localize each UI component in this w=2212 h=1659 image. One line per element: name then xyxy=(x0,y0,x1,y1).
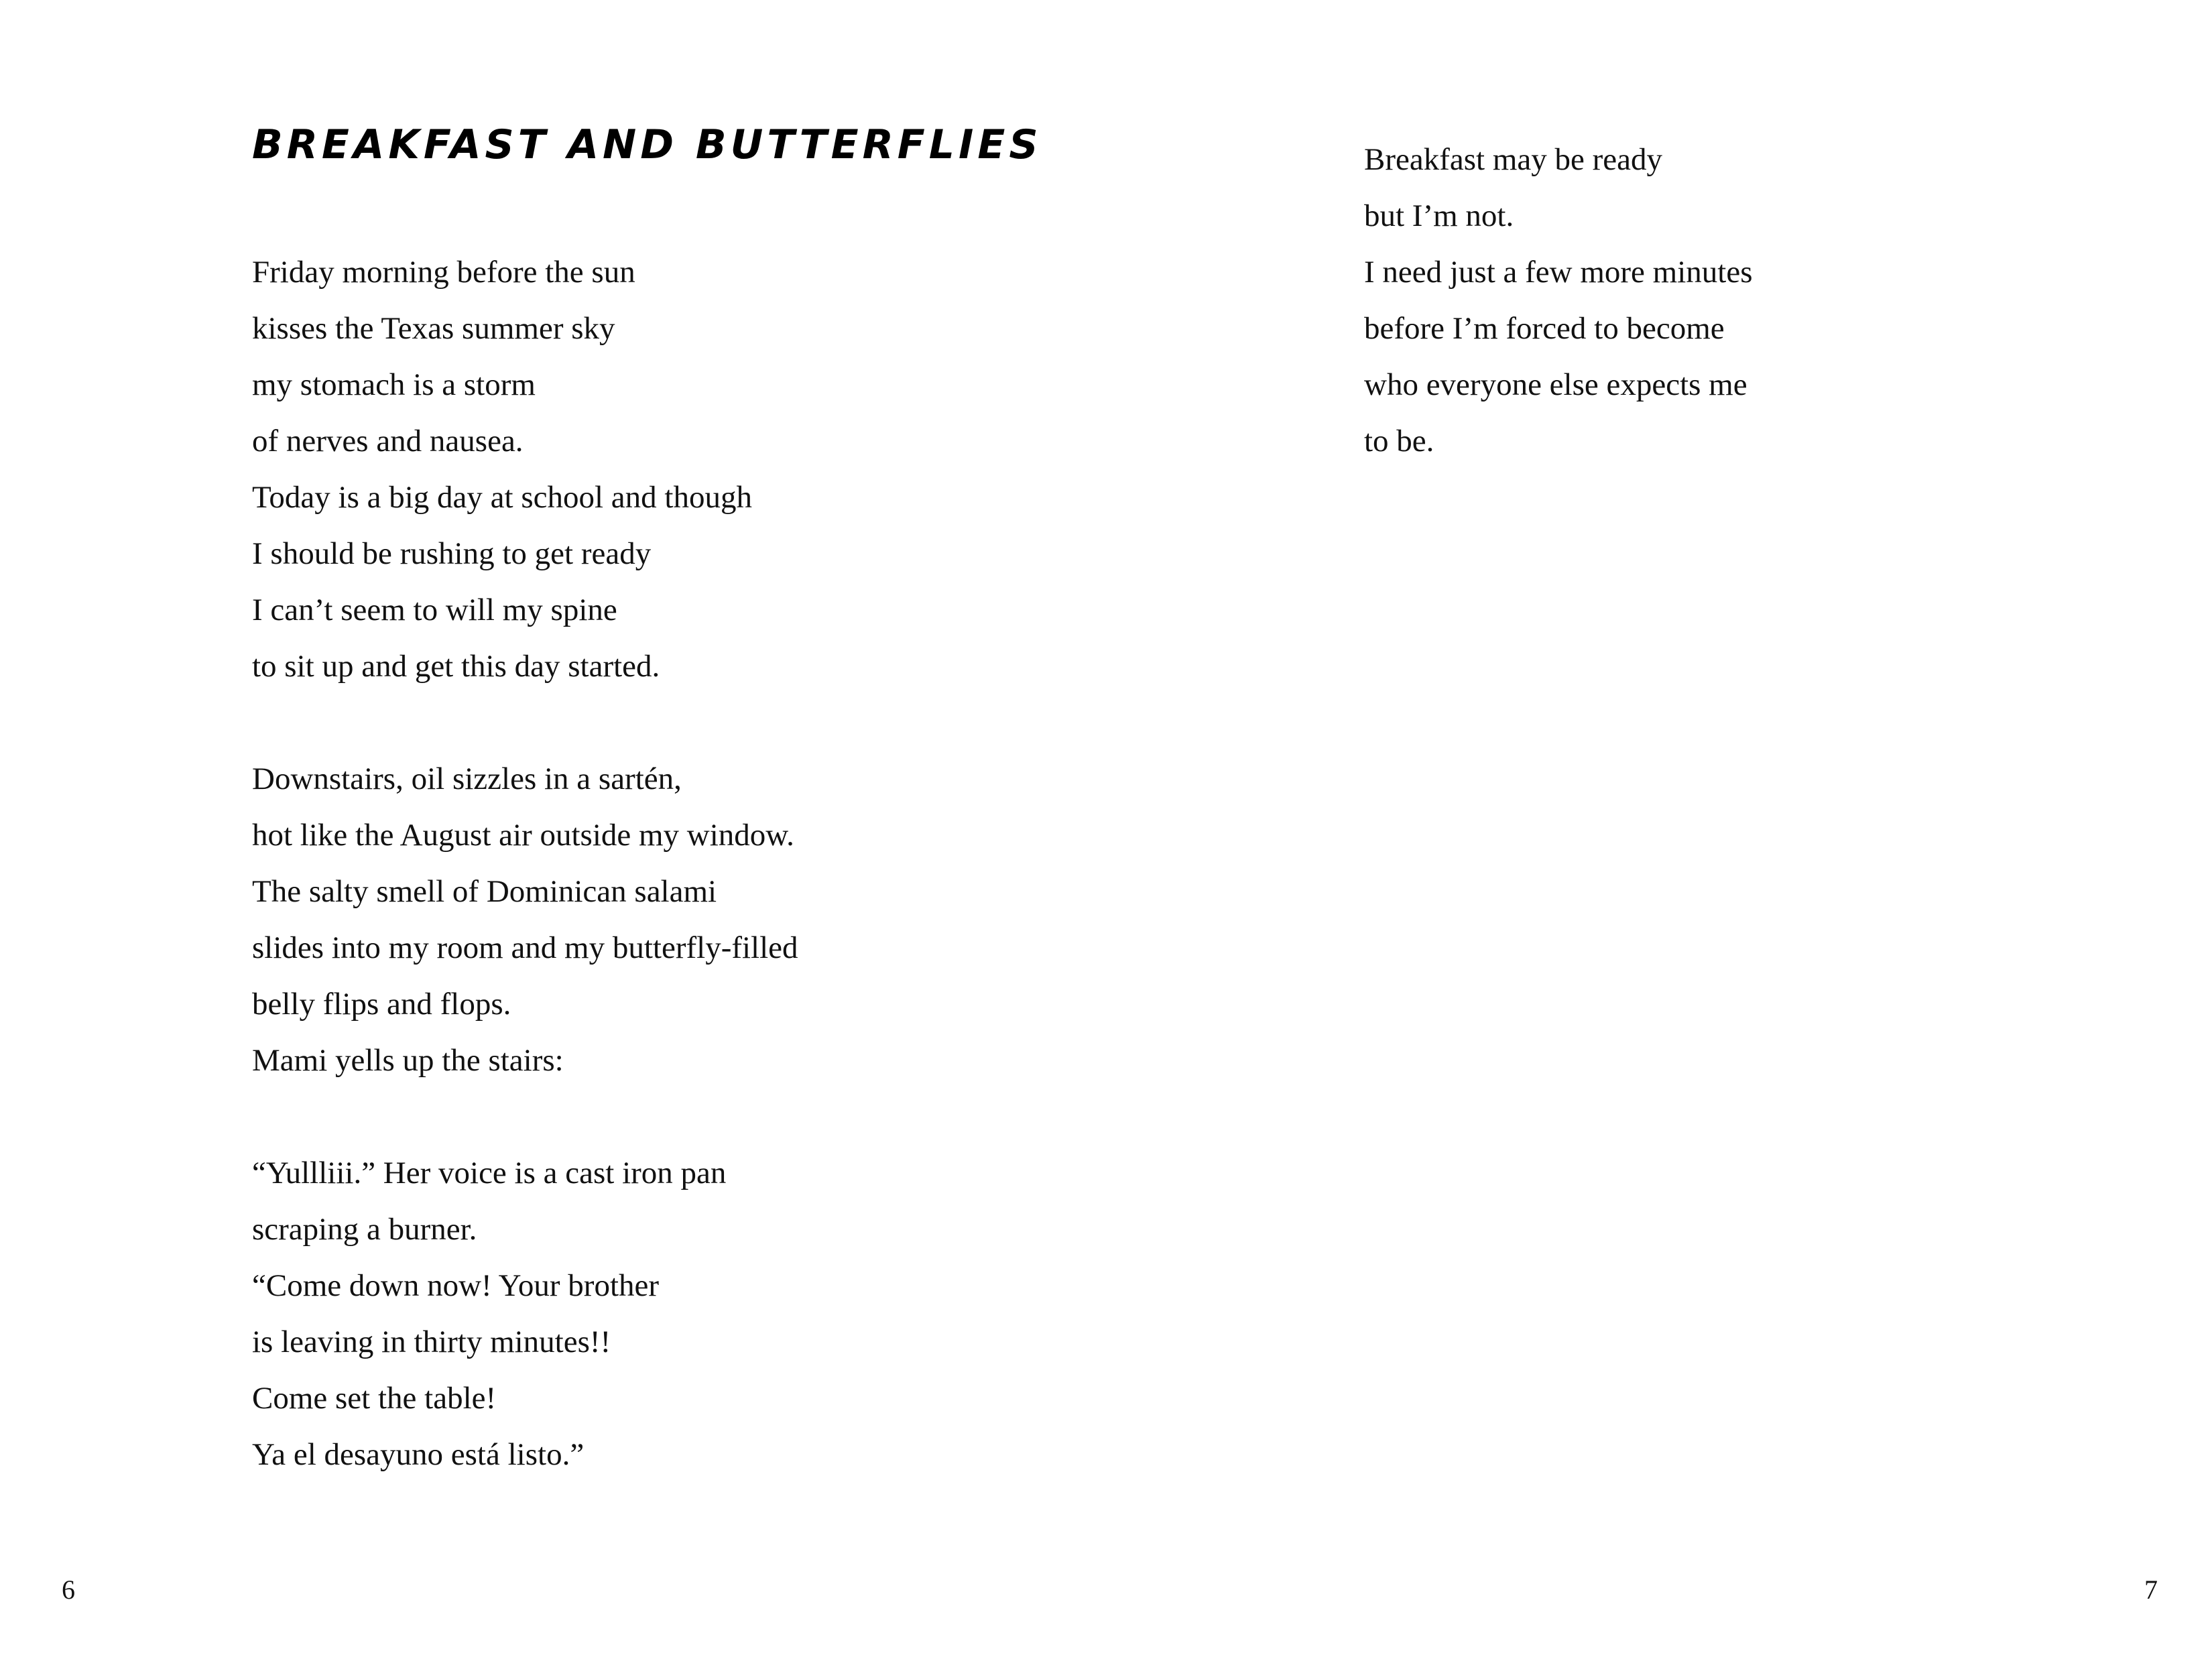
poem-line: Downstairs, oil sizzles in a sartén, xyxy=(252,761,682,796)
poem-line: of nerves and nausea. xyxy=(252,424,524,458)
poem-line: belly flips and flops. xyxy=(252,987,511,1022)
poem-line: Breakfast may be ready xyxy=(1364,142,1662,177)
poem-line: I should be rushing to get ready xyxy=(252,536,652,571)
page-number-left: 6 xyxy=(62,1575,75,1605)
stanza-1 xyxy=(252,244,752,694)
poem-line: Mami yells up the stairs: xyxy=(252,1043,564,1078)
poem-line: “Yullliii.” Her voice is a cast iron pan xyxy=(252,1156,727,1190)
poem-line: “Come down now! Your brother xyxy=(252,1268,660,1303)
poem-line: slides into my room and my butterfly-filled xyxy=(252,930,798,965)
page-number-right: 7 xyxy=(2144,1575,2158,1605)
poem-title: BREAKFAST AND BUTTERFLIES xyxy=(252,121,1042,168)
poem-line: Come set the table! xyxy=(252,1381,497,1416)
poem-line: The salty smell of Dominican salami xyxy=(252,874,717,909)
poem-line: kisses the Texas summer sky xyxy=(252,311,615,346)
poem-line: my stomach is a storm xyxy=(252,367,536,402)
poem-line: to sit up and get this day started. xyxy=(252,649,660,684)
poem-line: hot like the August air outside my window. xyxy=(252,818,794,853)
poem-line: I can’t seem to will my spine xyxy=(252,593,617,627)
poem-line: scraping a burner. xyxy=(252,1212,477,1247)
stanza-2 xyxy=(252,751,798,1089)
poem-line: Today is a big day at school and though xyxy=(252,480,752,515)
poem-line: but I’m not. xyxy=(1364,198,1514,233)
poem-line: who everyone else expects me xyxy=(1364,367,1747,402)
poem-line: is leaving in thirty minutes!! xyxy=(252,1325,611,1359)
stanza-4 xyxy=(1364,131,1753,469)
poem-line: to be. xyxy=(1364,424,1434,458)
poem-line: before I’m forced to become xyxy=(1364,311,1725,346)
poem-line: Friday morning before the sun xyxy=(252,255,635,290)
poem-line: I need just a few more minutes xyxy=(1364,255,1753,290)
stanza-3 xyxy=(252,1145,726,1483)
right-page xyxy=(1106,0,2212,1659)
poem-line: Ya el desayuno está listo.” xyxy=(252,1437,585,1472)
